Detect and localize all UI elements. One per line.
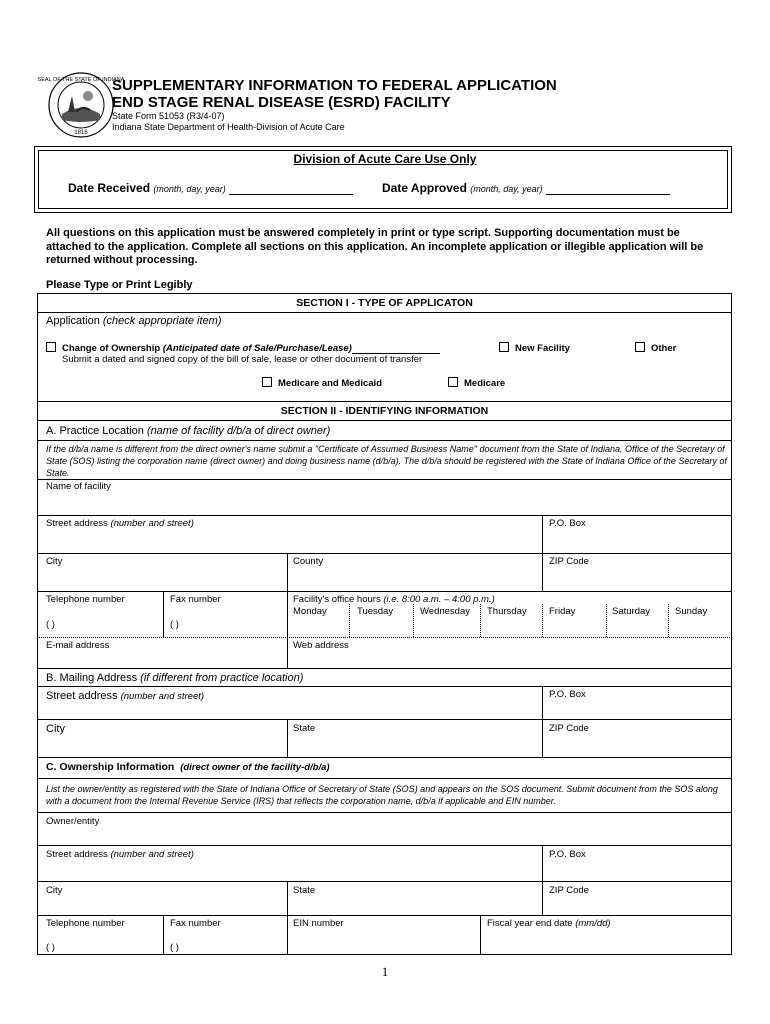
- page-number: 1: [381, 964, 389, 979]
- rule: [37, 668, 732, 669]
- rule-dotted: [37, 637, 732, 638]
- email-label[interactable]: E-mail address: [46, 640, 110, 651]
- application-label: Application (check appropriate item): [46, 315, 222, 327]
- owner-city-label[interactable]: City: [46, 885, 63, 896]
- day-tuesday[interactable]: Tuesday: [357, 606, 394, 617]
- web-address-label[interactable]: Web address: [293, 640, 349, 651]
- date-received-label: Date Received: [68, 181, 151, 195]
- rule-v-dotted: [413, 604, 414, 637]
- rule-v: [480, 915, 481, 955]
- date-approved-label: Date Approved: [382, 181, 467, 195]
- owner-entity-label[interactable]: Owner/entity: [46, 816, 100, 827]
- rule-v-dotted: [668, 604, 669, 637]
- owner-state-label[interactable]: State: [293, 885, 316, 896]
- owner-po-box-label[interactable]: P.O. Box: [549, 849, 586, 860]
- ownership-note: List the owner/entity as registered with the State of Indiana Office of Secretary of State (SOS) and appears on the SOS document. Submit document from the SOS along with a document from the Internal Revenue Service (IRS) that reflects the corporation name, d/b/a if applicable and EIN number.: [46, 784, 718, 806]
- rule: [37, 591, 732, 592]
- other-checkbox[interactable]: [635, 342, 645, 352]
- seal-year: 1816: [74, 130, 88, 136]
- medicare-checkbox[interactable]: [448, 377, 458, 387]
- application-hint: (check appropriate item): [102, 315, 222, 327]
- section2-title: SECTION II - IDENTIFYING INFORMATION: [280, 405, 489, 417]
- form-title-line2: END STAGE RENAL DISEASE (ESRD) FACILITY: [112, 94, 451, 111]
- date-approved-hint: (month, day, year): [470, 184, 543, 194]
- rule: [37, 845, 732, 846]
- street-address-label[interactable]: Street address (number and street): [46, 518, 194, 529]
- form-number: State Form 51053 (R3/4-07): [112, 111, 225, 121]
- rule: [37, 401, 732, 402]
- ownership-heading: C. Ownership Information (direct owner of the facility-d/b/a): [46, 761, 330, 773]
- fiscal-year-label[interactable]: Fiscal year end date (mm/dd): [487, 918, 611, 929]
- rule-v: [287, 881, 288, 955]
- mailing-zip-label[interactable]: ZIP Code: [549, 723, 589, 734]
- owner-street-label[interactable]: Street address (number and street): [46, 849, 194, 860]
- date-approved-field[interactable]: [382, 181, 670, 195]
- rule-v: [542, 686, 543, 757]
- rule-v-dotted: [349, 604, 350, 637]
- mailing-po-box-label[interactable]: P.O. Box: [549, 689, 586, 700]
- rule: [37, 420, 732, 421]
- rule-v: [287, 591, 288, 668]
- change-ownership-option[interactable]: Change of Ownership (Anticipated date of Sale/Purchase/Lease): [46, 342, 440, 354]
- rule-v-dotted: [480, 604, 481, 637]
- rule: [37, 719, 732, 720]
- rule-v: [287, 719, 288, 757]
- new-facility-checkbox[interactable]: [499, 342, 509, 352]
- rule: [37, 757, 732, 758]
- rule: [37, 553, 732, 554]
- dba-note: If the d/b/a name is different from the direct owner's name submit a "Certificate of Assumed Business Name" document from the State of Indiana, Office of the Secretary of State (SOS) listing the corporation name (direct owner) and doing business name (d/b/a). The d/b/a should be registered with the State of Indiana Office of the Secretary of State.: [46, 444, 727, 478]
- date-received-field[interactable]: [68, 181, 353, 195]
- day-friday[interactable]: Friday: [549, 606, 576, 617]
- print-legibly-note: Please Type or Print Legibly: [46, 279, 193, 291]
- rule: [37, 812, 732, 813]
- rule: [37, 479, 732, 480]
- rule: [37, 515, 732, 516]
- fax-label[interactable]: Fax number: [170, 594, 221, 605]
- office-use-title: Division of Acute Care Use Only: [293, 152, 477, 166]
- change-ownership-checkbox[interactable]: [46, 342, 56, 352]
- mailing-city-label[interactable]: City: [46, 723, 65, 735]
- seal-text: SEAL OF THE STATE OF INDIANA: [37, 77, 125, 83]
- rule-v: [163, 591, 164, 637]
- date-received-line[interactable]: [229, 183, 353, 195]
- instructions-text: All questions on this application must be answered completely in print or type script. Supporting documentation must be attached to the application. Complete all sections on this application. An incomplete application or illegible application will be returned without processing.: [46, 227, 704, 266]
- ein-label[interactable]: EIN number: [293, 918, 344, 929]
- ownership-date-line[interactable]: [352, 343, 440, 354]
- office-hours-label: Facility's office hours (i.e. 8:00 a.m. – 4:00 p.m.): [293, 594, 495, 605]
- medicare-medicaid-option[interactable]: Medicare and Medicaid: [262, 377, 382, 389]
- po-box-label[interactable]: P.O. Box: [549, 518, 586, 529]
- day-monday[interactable]: Monday: [293, 606, 327, 617]
- medicare-option[interactable]: Medicare: [448, 377, 505, 389]
- county-label[interactable]: County: [293, 556, 324, 567]
- rule: [37, 778, 732, 779]
- rule-v: [163, 915, 164, 955]
- date-received-hint: (month, day, year): [153, 184, 226, 194]
- rule-v: [287, 553, 288, 591]
- mailing-address-heading: B. Mailing Address (if different from practice location): [46, 672, 304, 684]
- practice-location-heading: A. Practice Location (name of facility d/b/a of direct owner): [46, 425, 331, 437]
- section1-title: SECTION I - TYPE OF APPLICATON: [296, 297, 473, 309]
- day-sunday[interactable]: Sunday: [675, 606, 708, 617]
- day-thursday[interactable]: Thursday: [487, 606, 527, 617]
- mailing-state-label[interactable]: State: [293, 723, 316, 734]
- form-title-line1: SUPPLEMENTARY INFORMATION TO FEDERAL APPLICATION: [112, 77, 557, 94]
- other-option[interactable]: Other: [635, 342, 676, 354]
- rule-v: [542, 845, 543, 915]
- date-approved-line[interactable]: [546, 183, 670, 195]
- rule-v: [542, 515, 543, 591]
- state-seal-logo: [37, 72, 125, 138]
- rule: [37, 686, 732, 687]
- telephone-label[interactable]: Telephone number: [46, 594, 125, 605]
- name-of-facility-label[interactable]: Name of facility: [46, 481, 111, 492]
- telephone-area-code: ( ): [46, 619, 55, 630]
- change-ownership-note: Submit a dated and signed copy of the bill of sale, lease or other document of transfer: [62, 354, 423, 365]
- owner-telephone-area-code: ( ): [46, 942, 55, 953]
- mailing-street-label[interactable]: Street address (number and street): [46, 690, 205, 702]
- owner-fax-label[interactable]: Fax number: [170, 918, 221, 929]
- rule: [37, 312, 732, 313]
- owner-fax-area-code: ( ): [170, 942, 179, 953]
- rule-v-dotted: [542, 604, 543, 637]
- fax-area-code: ( ): [170, 619, 179, 630]
- department-name: Indiana State Department of Health-Division of Acute Care: [112, 122, 345, 132]
- owner-telephone-label[interactable]: Telephone number: [46, 918, 125, 929]
- rule-v-dotted: [606, 604, 607, 637]
- zip-label[interactable]: ZIP Code: [549, 556, 589, 567]
- medicare-medicaid-checkbox[interactable]: [262, 377, 272, 387]
- day-saturday[interactable]: Saturday: [612, 606, 651, 617]
- rule: [37, 915, 732, 916]
- rule: [37, 440, 732, 441]
- city-label[interactable]: City: [46, 556, 63, 567]
- day-wednesday[interactable]: Wednesday: [420, 606, 470, 617]
- rule: [37, 881, 732, 882]
- new-facility-option[interactable]: New Facility: [499, 342, 570, 354]
- owner-zip-label[interactable]: ZIP Code: [549, 885, 589, 896]
